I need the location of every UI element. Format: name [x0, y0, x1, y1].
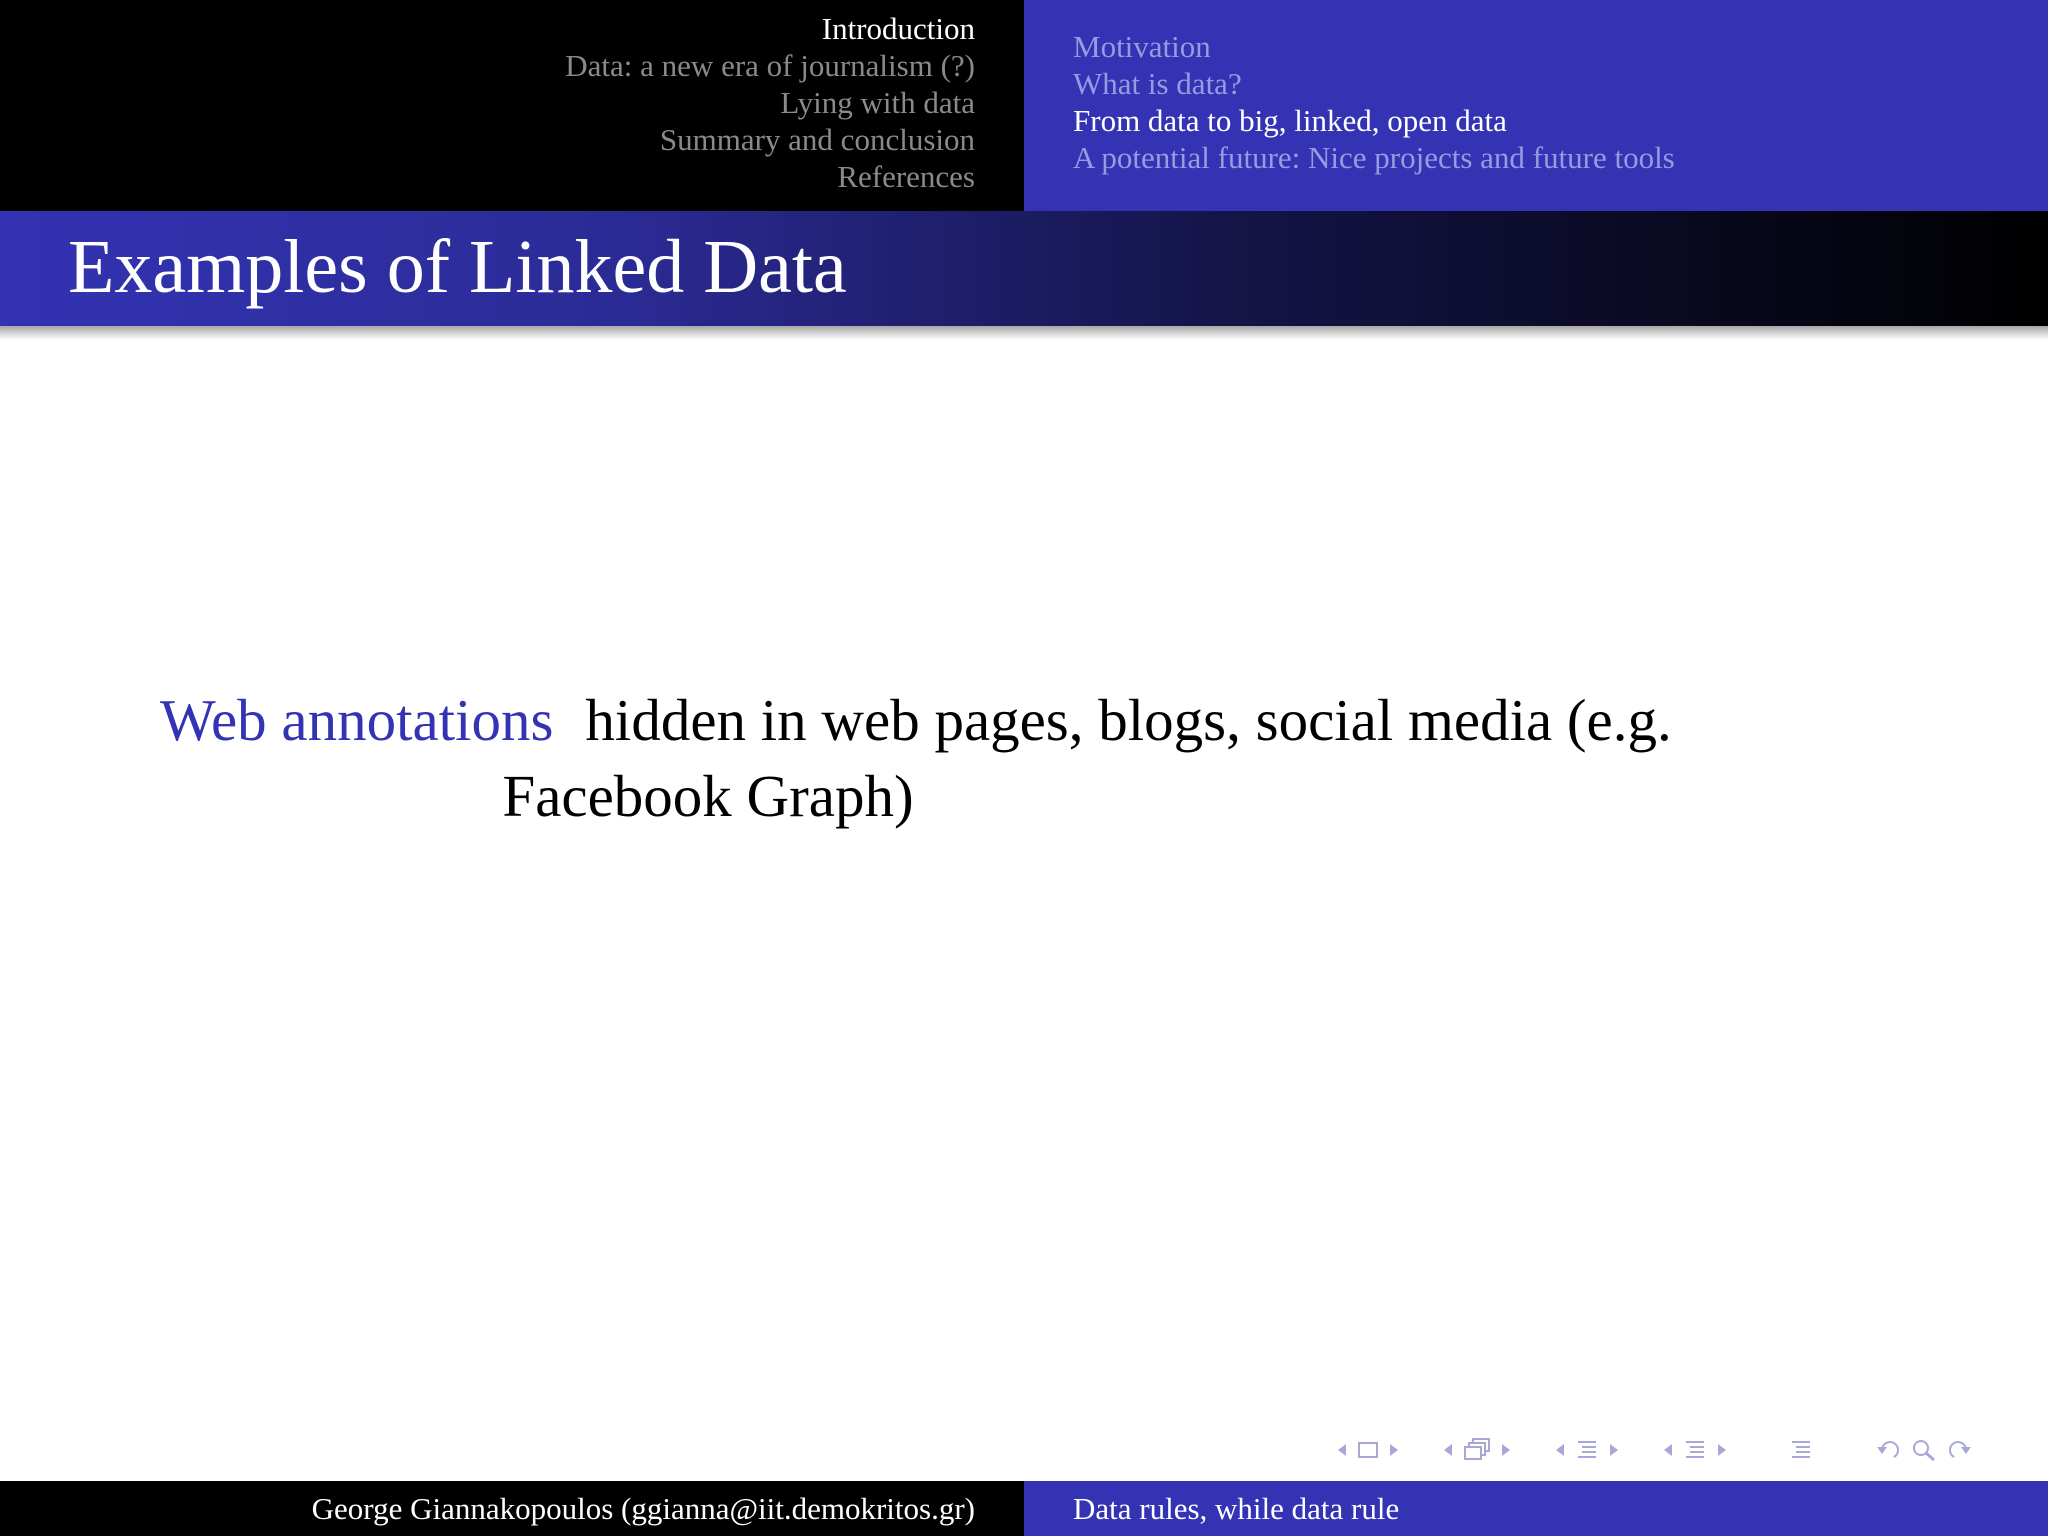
navigation-symbols — [1336, 1434, 2036, 1466]
nav-subsection-motivation[interactable]: Motivation — [1073, 29, 1211, 64]
prev-section-arrow-icon[interactable] — [1554, 1442, 1566, 1458]
subsection-icon[interactable] — [1462, 1437, 1492, 1463]
next-frame-arrow-icon[interactable] — [1388, 1442, 1400, 1458]
footer-title-box — [1024, 1481, 2048, 1536]
next-document-arrow-icon[interactable] — [1716, 1442, 1728, 1458]
prev-document-arrow-icon[interactable] — [1662, 1442, 1674, 1458]
definition-line-2: Facebook Graph) — [502, 763, 914, 829]
search-icon[interactable] — [1910, 1437, 1938, 1463]
nav-subsection-potential-future[interactable]: A potential future: Nice projects and future tools — [1073, 140, 1675, 175]
nav-section-references[interactable]: References — [837, 159, 975, 194]
description-term: Web annotations — [160, 687, 554, 753]
nav-section-summary[interactable]: Summary and conclusion — [659, 122, 975, 157]
subsection-navigation — [1024, 0, 2048, 211]
frame-title-bar — [0, 211, 2048, 326]
footer-title: Data rules, while data rule — [1073, 1491, 1400, 1526]
section-navigation — [0, 0, 1024, 211]
nav-subsection-what-is-data[interactable]: What is data? — [1073, 66, 1242, 101]
frame-icon[interactable] — [1356, 1440, 1380, 1460]
document-icon[interactable] — [1682, 1438, 1708, 1462]
nav-section-lying-with-data[interactable]: Lying with data — [780, 85, 975, 120]
prev-subsection-arrow-icon[interactable] — [1442, 1442, 1454, 1458]
header-navigation — [0, 0, 2048, 211]
frame-body — [160, 682, 1720, 834]
frame-title: Examples of Linked Data — [68, 224, 847, 309]
description-definition — [502, 682, 1672, 834]
nav-subsection-big-linked-open-data[interactable]: From data to big, linked, open data — [1073, 103, 1507, 138]
next-section-arrow-icon[interactable] — [1608, 1442, 1620, 1458]
appendix-icon[interactable] — [1788, 1438, 1814, 1462]
next-subsection-arrow-icon[interactable] — [1500, 1442, 1512, 1458]
definition-line-1: hidden in web pages, blogs, social media (e.g. — [585, 687, 1672, 753]
nav-section-data-new-era[interactable]: Data: a new era of journalism (?) — [565, 48, 975, 83]
prev-frame-arrow-icon[interactable] — [1336, 1442, 1348, 1458]
nav-section-introduction[interactable]: Introduction — [821, 11, 975, 46]
description-item — [160, 682, 1720, 834]
back-icon[interactable] — [1874, 1437, 1902, 1463]
footer-author-box — [0, 1481, 1024, 1536]
title-shadow — [0, 326, 2048, 340]
footer-author: George Giannakopoulos (ggianna@iit.demokritos.gr) — [311, 1491, 975, 1526]
section-icon[interactable] — [1574, 1438, 1600, 1462]
footer — [0, 1481, 2048, 1536]
forward-icon[interactable] — [1946, 1437, 1974, 1463]
